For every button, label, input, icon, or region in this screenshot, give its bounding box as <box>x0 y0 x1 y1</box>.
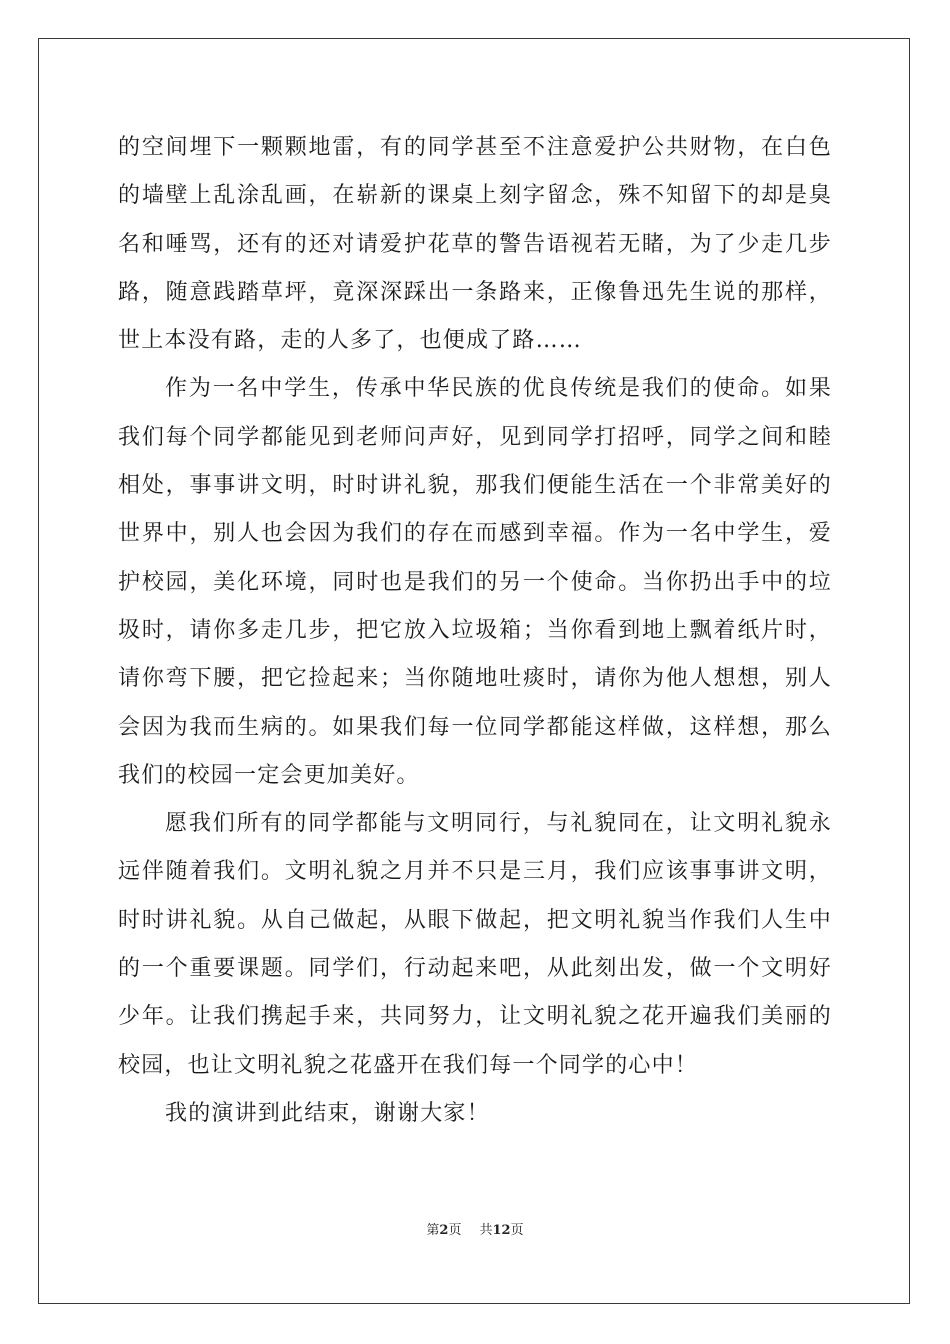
total-suffix: 页 <box>510 1223 524 1238</box>
total-prefix: 共 <box>479 1223 493 1238</box>
total-count: 12 <box>492 1223 511 1238</box>
page-prefix: 第 <box>426 1223 440 1238</box>
paragraph-1: 的空间埋下一颗颗地雷，有的同学甚至不注意爱护公共财物，在白色的墙壁上乱涂乱画，在崭新的课桌上刻字留念，殊不知留下的却是臭名和唾骂，还有的还对请爱护花草的警告语视若无睹，为了少走几步路，随意践踏草坪，竟深深踩出一条路来，正像鲁迅先生说的那样，世上本没有路，走的人多了，也便成了路…… <box>118 135 832 354</box>
page-number <box>426 1223 461 1238</box>
paragraph-2: 作为一名中学生，传承中华民族的优良传统是我们的使命。如果我们每个同学都能见到老师问声好，见到同学打招呼，同学之间和睦相处，事事讲文明，时时讲礼貌，那我们便能生活在一个非常美好的世界中，别人也会因为我们的存在而感到幸福。作为一名中学生，爱护校园，美化环境，同时也是我们的另一个使命。当你扔出手中的垃圾时，请你多走几步，把它放入垃圾箱；当你看到地上飘着纸片时，请你弯下腰，把它捡起来；当你随地吐痰时，请你为他人想想，别人会因为我而生病的。如果我们每一位同学都能这样做，这样想，那么我们的校园一定会更加美好。 <box>118 376 832 788</box>
paragraph-4: 我的演讲到此结束，谢谢大家！ <box>165 1100 490 1126</box>
paragraph-3: 愿我们所有的同学都能与文明同行，与礼貌同在，让文明礼貌永远伴随着我们。文明礼貌之月并不只是三月，我们应该事事讲文明，时时讲礼貌。从自己做起，从眼下做起，把文明礼貌当作我们人生中的一个重要课题。同学们，行动起来吧，从此刻出发，做一个文明好少年。让我们携起手来，共同努力，让文明礼貌之花开遍我们美丽的校园，也让文明礼貌之花盛开在我们每一个同学的心中！ <box>118 811 832 1078</box>
page-total <box>479 1223 523 1238</box>
page-footer <box>0 1219 950 1238</box>
page-suffix: 页 <box>448 1223 462 1238</box>
page-current: 2 <box>439 1223 449 1238</box>
document-body <box>118 124 832 1138</box>
